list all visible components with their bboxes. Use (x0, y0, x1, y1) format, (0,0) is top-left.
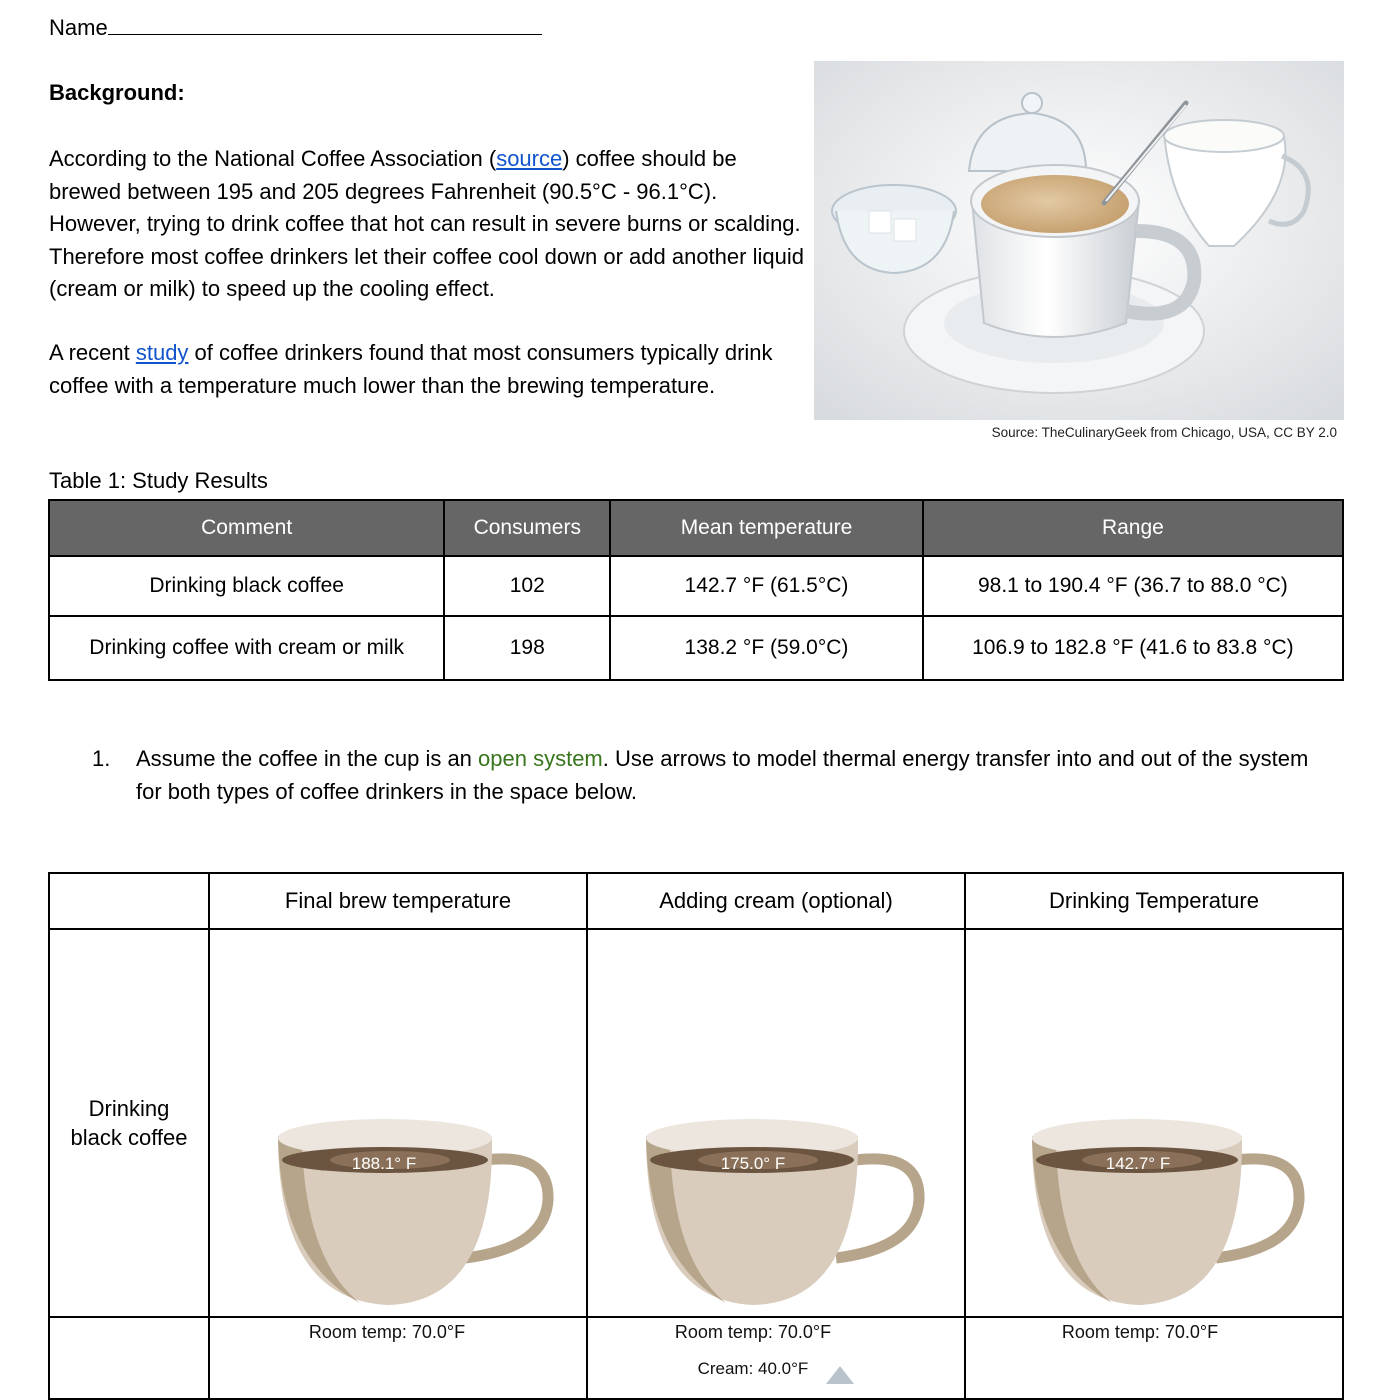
cell-consumers: 102 (444, 556, 610, 616)
background-heading: Background: (49, 80, 185, 105)
header-final-brew: Final brew temperature (209, 873, 587, 929)
model-row-black-coffee (49, 929, 1343, 1317)
room-temp-label: Room temp: 70.0°F (1061, 1322, 1219, 1342)
cream-temp-label: Cream: 40.0°F (697, 1359, 809, 1378)
room-temp-label: Room temp: 70.0°F (308, 1322, 466, 1342)
cup-diagram (588, 930, 964, 1342)
table-header-row (49, 500, 1343, 556)
question-text (136, 742, 1336, 808)
model-header-row (49, 873, 1343, 929)
open-system-term: open system (478, 746, 603, 771)
p1-text-after: ) coffee should be brewed between 195 and 205 degrees Fahrenheit (90.5°C - 96.1°C). However, trying to drink coffee that hot can result in severe burns or scalding. Therefore most coffee drinkers let their coffee cool down or add another liquid (cream or milk) to speed up the cooling effect. (49, 146, 804, 301)
cell-drinking-temperature[interactable] (965, 929, 1343, 1342)
header-blank (49, 873, 209, 929)
study-link[interactable]: study (135, 340, 189, 365)
cell-mean: 138.2 °F (59.0°C) (610, 616, 923, 680)
coffee-photo (814, 61, 1344, 420)
header-comment: Comment (49, 500, 444, 556)
cell-comment: Drinking coffee with cream or milk (49, 616, 444, 680)
table-title: Table 1: Study Results (49, 468, 268, 493)
photo-caption: Source: TheCulinaryGeek from Chicago, USA, CC BY 2.0 (991, 425, 1337, 440)
name-label: Name (49, 15, 108, 40)
question-text-after: . Use arrows to model thermal energy transfer into and out of the system for both types of coffee drinkers in the space below. (136, 746, 1309, 804)
row-label-black-coffee (49, 929, 209, 1317)
coffee-photo-illustration (814, 61, 1344, 420)
cell-mean: 142.7 °F (61.5°C) (610, 556, 923, 616)
p2-text-before: A recent (49, 340, 136, 365)
energy-model-table (48, 872, 1344, 1400)
name-blank[interactable] (108, 14, 542, 35)
header-range: Range (923, 500, 1343, 556)
cup-diagram (210, 930, 586, 1342)
background-paragraph-2 (49, 337, 809, 402)
cup-temperature: 142.7° F (1105, 1154, 1171, 1173)
study-results-table (48, 499, 1344, 681)
table-row (49, 556, 1343, 616)
header-adding-cream: Adding cream (optional) (587, 873, 965, 929)
cell-final-brew[interactable] (209, 929, 587, 1342)
header-drinking-temperature: Drinking Temperature (965, 873, 1343, 929)
coffee-cup-icon (966, 930, 1342, 1316)
name-field-line (49, 14, 542, 41)
source-link[interactable]: source (496, 146, 563, 171)
cell-range: 106.9 to 182.8 °F (41.6 to 83.8 °C) (923, 616, 1343, 680)
question-text-before: Assume the coffee in the cup is an (136, 746, 479, 771)
cream-pitcher-icon (820, 1354, 860, 1384)
p1-text-before: According to the National Coffee Association ( (49, 146, 497, 171)
coffee-cup-icon (210, 930, 586, 1316)
table-row (49, 616, 1343, 680)
header-mean-temperature: Mean temperature (610, 500, 923, 556)
background-paragraph-1 (49, 143, 809, 306)
cell-adding-cream[interactable] (587, 929, 965, 1342)
cup-diagram (966, 930, 1342, 1342)
row-label-text: Drinking black coffee (70, 1096, 188, 1150)
row2-label-cell (49, 1317, 209, 1399)
cup-temperature: 175.0° F (720, 1154, 786, 1173)
cell-comment: Drinking black coffee (49, 556, 444, 616)
p2-text-after: of coffee drinkers found that most consumers typically drink coffee with a temperature much lower than the brewing temperature. (49, 340, 773, 398)
room-temp-label: Room temp: 70.0°F (674, 1322, 832, 1342)
question-number: 1. (92, 746, 111, 771)
coffee-cup-icon (588, 930, 964, 1316)
header-consumers: Consumers (444, 500, 610, 556)
cup-temperature: 188.1° F (351, 1154, 417, 1173)
cell-consumers: 198 (444, 616, 610, 680)
cell-range: 98.1 to 190.4 °F (36.7 to 88.0 °C) (923, 556, 1343, 616)
